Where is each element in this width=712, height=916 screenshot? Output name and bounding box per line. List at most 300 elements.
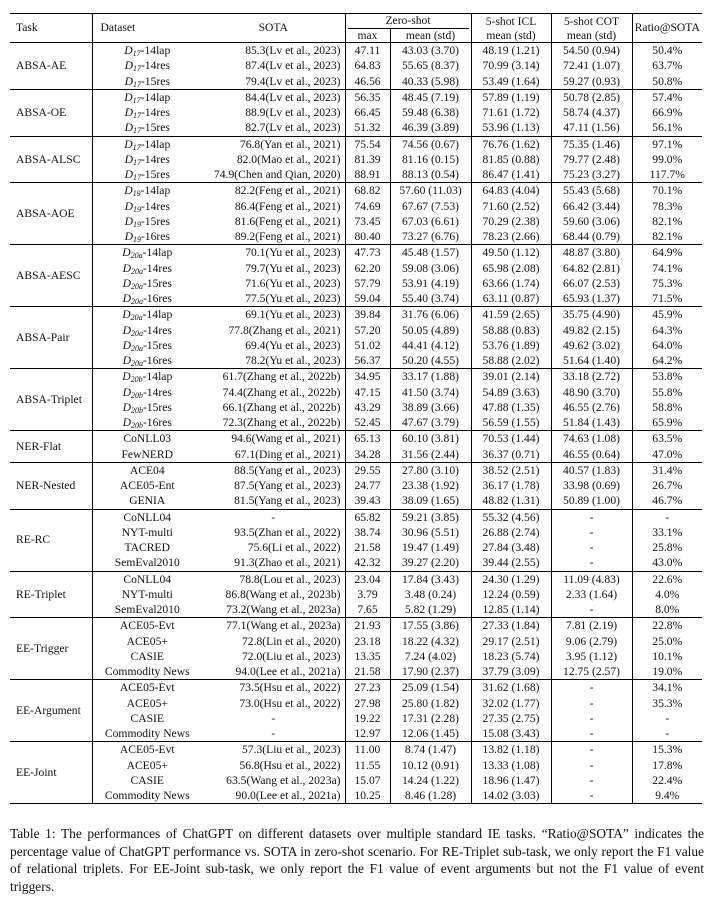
dataset-name: Commodity News (92, 788, 202, 804)
ratio-value: 34.1% (632, 680, 702, 696)
sota-value: 81.5(Yang et al., 2023) (202, 493, 345, 509)
sota-value: 71.6(Yu et al., 2023) (202, 276, 345, 291)
icl-mean: 71.60 (2.52) (471, 199, 551, 214)
sota-value: 86.4(Feng et al., 2021) (202, 199, 345, 214)
icl-mean: 63.11 (0.87) (471, 291, 551, 307)
table-row (10, 400, 702, 415)
dataset-subscript: 19 (132, 204, 141, 214)
zero-shot-mean: 55.40 (3.74) (390, 291, 471, 307)
dataset-name (92, 291, 202, 307)
dataset-name: ACE05+ (126, 634, 168, 648)
dataset-name: ACE05-Evt (92, 742, 202, 758)
ratio-value: 55.8% (652, 385, 683, 399)
results-table (10, 13, 702, 804)
cot-mean: 11.09 (4.83) (551, 571, 632, 587)
cot-mean: 3.95 (1.12) (551, 649, 632, 664)
ratio-value: 65.9% (652, 416, 683, 429)
dataset-prefix: D (124, 59, 133, 73)
dataset-subscript: 17 (132, 64, 141, 74)
zero-shot-mean: 17.90 (2.37) (390, 664, 471, 680)
table-row (10, 649, 702, 664)
dataset-name (92, 58, 202, 73)
dataset-suffix: -14res (142, 261, 172, 275)
zero-shot-max: 3.79 (345, 587, 390, 602)
table-row (10, 696, 702, 711)
ratio-value: 64.2% (652, 354, 683, 367)
cot-mean: - (551, 525, 632, 540)
zero-shot-max: 24.77 (345, 478, 390, 493)
zero-shot-max: 57.20 (345, 323, 390, 338)
cot-mean: 33.98 (0.69) (551, 478, 632, 493)
sota-value: 91.3(Zhao et al., 2021) (202, 555, 345, 571)
icl-mean: 71.61 (1.72) (471, 105, 551, 120)
ratio-value: 19.0% (652, 665, 683, 678)
icl-mean: 58.88 (2.02) (471, 353, 551, 369)
table-body (10, 43, 702, 804)
ratio-value: 64.3% (652, 323, 683, 337)
zero-shot-mean: 73.27 (6.76) (390, 229, 471, 245)
zero-shot-mean: 46.39 (3.89) (390, 120, 471, 136)
dataset-name (92, 74, 202, 90)
table-row (10, 353, 702, 369)
dataset-name: ACE05-Ent (119, 479, 175, 492)
dataset-name: Commodity News (104, 665, 190, 678)
table-row (10, 462, 702, 478)
zero-shot-max: 64.83 (345, 58, 390, 73)
icl-mean: 12.24 (0.59) (471, 587, 551, 602)
dataset-subscript: 19 (132, 235, 141, 244)
icl-mean: 39.44 (2.55) (471, 555, 551, 571)
dataset-prefix: D (122, 261, 131, 275)
ratio-value: - (632, 509, 702, 525)
header-zero-shot: Zero-shot (345, 14, 471, 30)
icl-mean: 13.82 (1.18) (471, 742, 551, 758)
table-caption: Table 1: The performances of ChatGPT on different datasets over multiple standard IE tasks. “Ratio@SOTA” indicates the percentage value of ChatGPT performance vs. SOTA in zero-shot scenario. For RE-Triplet sub-task, we only report the F1 value of relational triplets. For EE-Joint sub-task, we only report the F1 value of event arguments but not the F1 value of event triggers. (10, 826, 704, 894)
task-label: ABSA-AOE (10, 183, 92, 245)
zero-shot-max: 27.98 (345, 696, 390, 711)
dataset-subscript: 20b (130, 421, 143, 430)
icl-mean: 63.66 (1.74) (471, 276, 551, 291)
dataset-name (92, 199, 202, 214)
sota-value: 85.3(Lv et al., 2023) (202, 43, 345, 59)
icl-mean: 58.88 (0.83) (471, 323, 551, 338)
zero-shot-mean: 67.03 (6.61) (390, 214, 471, 229)
dataset-subscript: 20a (130, 313, 143, 323)
sota-value: 72.0(Liu et al., 2023) (202, 649, 345, 664)
sota-value: 79.7(Yu et al., 2023) (202, 261, 345, 276)
icl-mean: 53.76 (1.89) (471, 338, 551, 353)
cot-mean: - (551, 555, 632, 571)
cot-mean: 66.42 (3.44) (551, 199, 632, 214)
icl-mean: 57.89 (1.19) (471, 89, 551, 105)
zero-shot-max: 52.45 (345, 415, 390, 431)
zero-shot-max: 42.32 (345, 555, 390, 571)
cot-mean: 47.11 (1.56) (551, 120, 632, 136)
cot-mean: - (551, 509, 632, 525)
zero-shot-mean: 27.80 (3.10) (390, 462, 471, 478)
dataset-name (92, 261, 202, 276)
dataset-prefix: D (124, 137, 133, 151)
cot-mean: - (551, 726, 632, 742)
table-row (10, 385, 702, 400)
zero-shot-max: 38.74 (345, 525, 390, 540)
dataset-name (92, 338, 202, 353)
table-row (10, 105, 702, 120)
sota-value: 63.5(Wang et al., 2023a) (202, 773, 345, 788)
table-row (10, 587, 702, 602)
dataset-prefix: D (124, 199, 133, 213)
sota-value: 57.3(Liu et al., 2023) (202, 742, 345, 758)
sota-value: 94.6(Wang et al., 2021) (202, 431, 345, 447)
dataset-subscript: 19 (132, 189, 141, 199)
zero-shot-max: 59.04 (345, 291, 390, 307)
cot-mean: 55.43 (5.68) (551, 183, 632, 199)
dataset-suffix: -14res (140, 106, 170, 119)
cot-mean: - (551, 758, 632, 773)
zero-shot-max: 47.11 (345, 43, 390, 59)
header-cot: 5-shot COT (551, 14, 632, 30)
dataset-name: FewNERD (121, 447, 174, 461)
icl-mean: 39.01 (2.14) (471, 369, 551, 385)
zero-shot-mean: 88.13 (0.54) (390, 167, 471, 183)
table-row (10, 338, 702, 353)
icl-mean: 15.08 (3.43) (471, 726, 551, 742)
icl-mean: 27.84 (3.48) (471, 540, 551, 555)
dataset-name (92, 276, 202, 291)
ratio-value: 70.1% (632, 183, 702, 199)
zero-shot-max: 23.04 (345, 571, 390, 587)
dataset-prefix: D (124, 230, 133, 243)
table-row (10, 214, 702, 229)
header-task: Task (10, 14, 92, 43)
dataset-prefix: D (124, 121, 133, 135)
zero-shot-mean: 50.20 (4.55) (390, 353, 471, 369)
table-row (10, 540, 702, 555)
zero-shot-max: 88.91 (345, 167, 390, 183)
cot-mean: 74.63 (1.08) (551, 431, 632, 447)
ratio-value: 10.1% (652, 649, 683, 663)
zero-shot-mean: 48.45 (7.19) (390, 89, 471, 105)
cot-mean: - (551, 680, 632, 696)
zero-shot-mean: 59.08 (3.06) (390, 261, 471, 276)
cot-mean: 68.44 (0.79) (551, 229, 632, 245)
dataset-suffix: -14lap (140, 137, 171, 151)
cot-mean: 48.87 (3.80) (551, 245, 632, 261)
ratio-value: 56.1% (652, 121, 683, 135)
ratio-value: 74.1% (652, 261, 683, 275)
zero-shot-max: 13.35 (345, 649, 390, 664)
dataset-suffix: -14lap (140, 44, 171, 57)
icl-mean: 14.02 (3.03) (471, 788, 551, 804)
dataset-name: ACE04 (92, 462, 202, 478)
icl-mean: 26.88 (2.74) (471, 525, 551, 540)
dataset-subscript: 20a (130, 281, 143, 291)
table-row (10, 788, 702, 804)
ratio-value: 25.8% (652, 541, 683, 554)
dataset-name: CASIE (130, 711, 164, 725)
zero-shot-mean: 60.10 (3.81) (390, 431, 471, 447)
dataset-subscript: 17 (132, 173, 141, 182)
dataset-subscript: 20b (130, 405, 143, 415)
header-ratio: Ratio@SOTA (632, 14, 702, 43)
task-label: ABSA-Pair (10, 307, 92, 369)
dataset-name (92, 245, 202, 261)
icl-mean: 48.19 (1.21) (471, 43, 551, 59)
zero-shot-mean: 53.91 (4.19) (390, 276, 471, 291)
task-label: RE-Triplet (10, 571, 92, 618)
header-zero-mean: mean (std) (390, 29, 471, 43)
cot-mean: - (551, 788, 632, 804)
sota-value: 74.9(Chen and Qian, 2020) (202, 167, 345, 183)
icl-mean: 12.85 (1.14) (471, 602, 551, 618)
dataset-prefix: D (122, 354, 131, 367)
dataset-name (92, 105, 202, 120)
task-label: ABSA-OE (10, 89, 92, 136)
dataset-subscript: 17 (132, 126, 141, 136)
icl-mean: 36.37 (0.71) (471, 447, 551, 463)
zero-shot-max: 11.00 (345, 742, 390, 758)
cot-mean: 65.93 (1.37) (551, 291, 632, 307)
ratio-value: 99.0% (652, 152, 683, 166)
ratio-value: 25.0% (652, 634, 683, 648)
icl-mean: 32.02 (1.77) (471, 696, 551, 711)
table-row (10, 634, 702, 649)
cot-mean: 51.84 (1.43) (551, 415, 632, 431)
table-row (10, 478, 702, 493)
table-row (10, 680, 702, 696)
ratio-value: 78.3% (652, 199, 683, 213)
icl-mean: 86.47 (1.41) (471, 167, 551, 183)
dataset-prefix: D (124, 90, 133, 104)
icl-mean: 41.59 (2.65) (471, 307, 551, 323)
dataset-name (92, 120, 202, 136)
table-row (10, 307, 702, 323)
dataset-suffix: -14res (142, 323, 172, 337)
icl-mean: 81.85 (0.88) (471, 152, 551, 167)
zero-shot-mean: 40.33 (5.98) (390, 74, 471, 90)
zero-shot-mean: 47.67 (3.79) (390, 415, 471, 431)
dataset-prefix: D (122, 292, 131, 305)
icl-mean: 65.98 (2.08) (471, 261, 551, 276)
zero-shot-max: 21.58 (345, 540, 390, 555)
cot-mean: 12.75 (2.57) (551, 664, 632, 680)
ratio-value: 63.5% (632, 431, 702, 447)
cot-mean: 40.57 (1.83) (551, 462, 632, 478)
icl-mean: 55.32 (4.56) (471, 509, 551, 525)
cot-mean: 35.75 (4.90) (551, 307, 632, 323)
icl-mean: 78.23 (2.66) (471, 229, 551, 245)
task-label: EE-Trigger (10, 618, 92, 680)
table-row (10, 276, 702, 291)
ratio-value: 31.4% (632, 462, 702, 478)
table-row (10, 245, 702, 261)
zero-shot-mean: 33.17 (1.88) (390, 369, 471, 385)
dataset-name (92, 89, 202, 105)
dataset-suffix: -14lap (140, 184, 171, 198)
ratio-value: 35.3% (652, 696, 683, 710)
icl-mean: 70.53 (1.44) (471, 431, 551, 447)
table-row (10, 509, 702, 525)
sota-value: 82.7(Lv et al., 2023) (202, 120, 345, 136)
dataset-name (92, 369, 202, 385)
ratio-value: 17.8% (652, 758, 683, 772)
dataset-name (92, 152, 202, 167)
zero-shot-max: 39.84 (345, 307, 390, 323)
ratio-value: - (665, 711, 670, 725)
cot-mean: - (551, 696, 632, 711)
icl-mean: 38.52 (2.51) (471, 462, 551, 478)
icl-mean: 64.83 (4.04) (471, 183, 551, 199)
sota-value: 69.4(Yu et al., 2023) (202, 338, 345, 353)
table-row (10, 199, 702, 214)
sota-value: 78.8(Lou et al., 2023) (202, 571, 345, 587)
sota-value: 90.0(Lee et al., 2021a) (202, 788, 345, 804)
dataset-name: ACE05-Evt (92, 618, 202, 634)
table-row (10, 120, 702, 136)
icl-mean: 13.33 (1.08) (471, 758, 551, 773)
zero-shot-mean: 17.55 (3.86) (390, 618, 471, 634)
icl-mean: 49.50 (1.12) (471, 245, 551, 261)
ratio-value: 22.4% (652, 773, 683, 787)
zero-shot-mean: 74.56 (0.67) (390, 136, 471, 152)
cot-mean: 49.62 (3.02) (551, 338, 632, 353)
dataset-suffix: -14lap (142, 308, 173, 322)
zero-shot-max: 34.95 (345, 369, 390, 385)
cot-mean: 50.89 (1.00) (551, 493, 632, 509)
zero-shot-mean: 59.48 (6.38) (390, 105, 471, 120)
zero-shot-max: 29.55 (345, 462, 390, 478)
dataset-subscript: 17 (132, 142, 141, 152)
cot-mean: 59.60 (3.06) (551, 214, 632, 229)
header-dataset: Dataset (92, 14, 202, 43)
cot-mean: 9.06 (2.79) (551, 634, 632, 649)
zero-shot-mean: 30.96 (5.51) (390, 525, 471, 540)
zero-shot-mean: 3.48 (0.24) (390, 587, 471, 602)
table-row (10, 493, 702, 509)
ratio-value: 117.7% (649, 168, 685, 181)
icl-mean: 18.23 (5.74) (471, 649, 551, 664)
zero-shot-max: 21.93 (345, 618, 390, 634)
cot-mean: 75.23 (3.27) (551, 167, 632, 183)
zero-shot-mean: 18.22 (4.32) (390, 634, 471, 649)
zero-shot-mean: 44.41 (4.12) (390, 338, 471, 353)
dataset-prefix: D (122, 246, 131, 260)
sota-value: 73.0(Hsu et al., 2022) (202, 696, 345, 711)
zero-shot-mean: 25.80 (1.82) (390, 696, 471, 711)
table-row (10, 415, 702, 431)
dataset-prefix: D (124, 168, 133, 181)
dataset-name: CoNLL03 (92, 431, 202, 447)
sota-value: 73.2(Wang et al., 2023a) (202, 602, 345, 618)
table-row (10, 229, 702, 245)
zero-shot-mean: 55.65 (8.37) (390, 58, 471, 73)
dataset-name (92, 167, 202, 183)
task-label: EE-Argument (10, 680, 92, 742)
ratio-value: 26.7% (652, 479, 683, 492)
sota-value: 78.2(Yu et al., 2023) (202, 353, 345, 369)
zero-shot-max: 19.22 (345, 711, 390, 726)
table-row (10, 323, 702, 338)
icl-mean: 54.89 (3.63) (471, 385, 551, 400)
table-row (10, 571, 702, 587)
dataset-suffix: -14lap (142, 246, 173, 260)
dataset-name: SemEval2010 (114, 556, 180, 570)
sota-value: 81.6(Feng et al., 2021) (202, 214, 345, 229)
dataset-subscript: 20a (130, 297, 143, 306)
sota-value: 94.0(Lee et al., 2021a) (202, 664, 345, 680)
zero-shot-max: 65.82 (345, 509, 390, 525)
table-row (10, 773, 702, 788)
dataset-prefix: D (122, 338, 131, 352)
task-label: ABSA-AE (10, 43, 92, 90)
ratio-value: 58.8% (652, 400, 683, 414)
icl-mean: 24.30 (1.29) (471, 571, 551, 587)
dataset-prefix: D (124, 106, 133, 119)
sota-value: 75.6(Li et al., 2022) (202, 540, 345, 555)
dataset-subscript: 17 (132, 111, 141, 120)
zero-shot-max: 10.25 (345, 788, 390, 804)
dataset-prefix: D (122, 385, 131, 399)
cot-mean: - (551, 711, 632, 726)
ratio-value: 71.5% (652, 292, 683, 305)
dataset-prefix: D (122, 323, 131, 337)
header-icl: 5-shot ICL (471, 14, 551, 30)
ratio-value: 82.1% (652, 214, 683, 228)
dataset-name (92, 415, 202, 431)
dataset-name: NYT-multi (121, 587, 173, 601)
table-row (10, 742, 702, 758)
task-label: ABSA-AESC (10, 245, 92, 307)
ratio-value: 64.0% (652, 338, 683, 352)
icl-mean: 53.96 (1.13) (471, 120, 551, 136)
table-row (10, 43, 702, 59)
table-row (10, 555, 702, 571)
dataset-suffix: -15res (142, 338, 172, 352)
ratio-value: 53.8% (632, 369, 702, 385)
dataset-subscript: 20a (130, 266, 143, 276)
zero-shot-mean: 39.27 (2.20) (390, 555, 471, 571)
dataset-name: ACE05+ (126, 758, 168, 772)
icl-mean: 70.29 (2.38) (471, 214, 551, 229)
zero-shot-mean: 25.09 (1.54) (390, 680, 471, 696)
sota-value: - (202, 509, 345, 525)
zero-shot-mean: 14.24 (1.22) (390, 773, 471, 788)
zero-shot-mean: 43.03 (3.70) (390, 43, 471, 59)
sota-value: 84.4(Lv et al., 2023) (202, 89, 345, 105)
table-row (10, 74, 702, 90)
dataset-suffix: -16res (142, 416, 172, 429)
ratio-value: 33.1% (652, 525, 683, 539)
table-row (10, 291, 702, 307)
zero-shot-max: 51.02 (345, 338, 390, 353)
dataset-prefix: D (124, 184, 133, 198)
zero-shot-mean: 45.48 (1.57) (390, 245, 471, 261)
icl-mean: 53.49 (1.64) (471, 74, 551, 90)
task-label: RE-RC (10, 509, 92, 571)
dataset-name: ACE05-Evt (92, 680, 202, 696)
sota-value: 77.8(Zhang et al., 2021) (202, 323, 345, 338)
dataset-suffix: -15res (140, 121, 170, 135)
dataset-prefix: D (124, 74, 133, 88)
sota-value: 87.5(Yang et al., 2023) (202, 478, 345, 493)
zero-shot-mean: 50.05 (4.89) (390, 323, 471, 338)
sota-value: 82.2(Feng et al., 2021) (202, 183, 345, 199)
dataset-subscript: 20a (130, 251, 143, 261)
dataset-prefix: D (124, 44, 133, 57)
ratio-value: 75.3% (652, 276, 683, 290)
cot-mean: 7.81 (2.19) (551, 618, 632, 634)
zero-shot-mean: 17.31 (2.28) (390, 711, 471, 726)
